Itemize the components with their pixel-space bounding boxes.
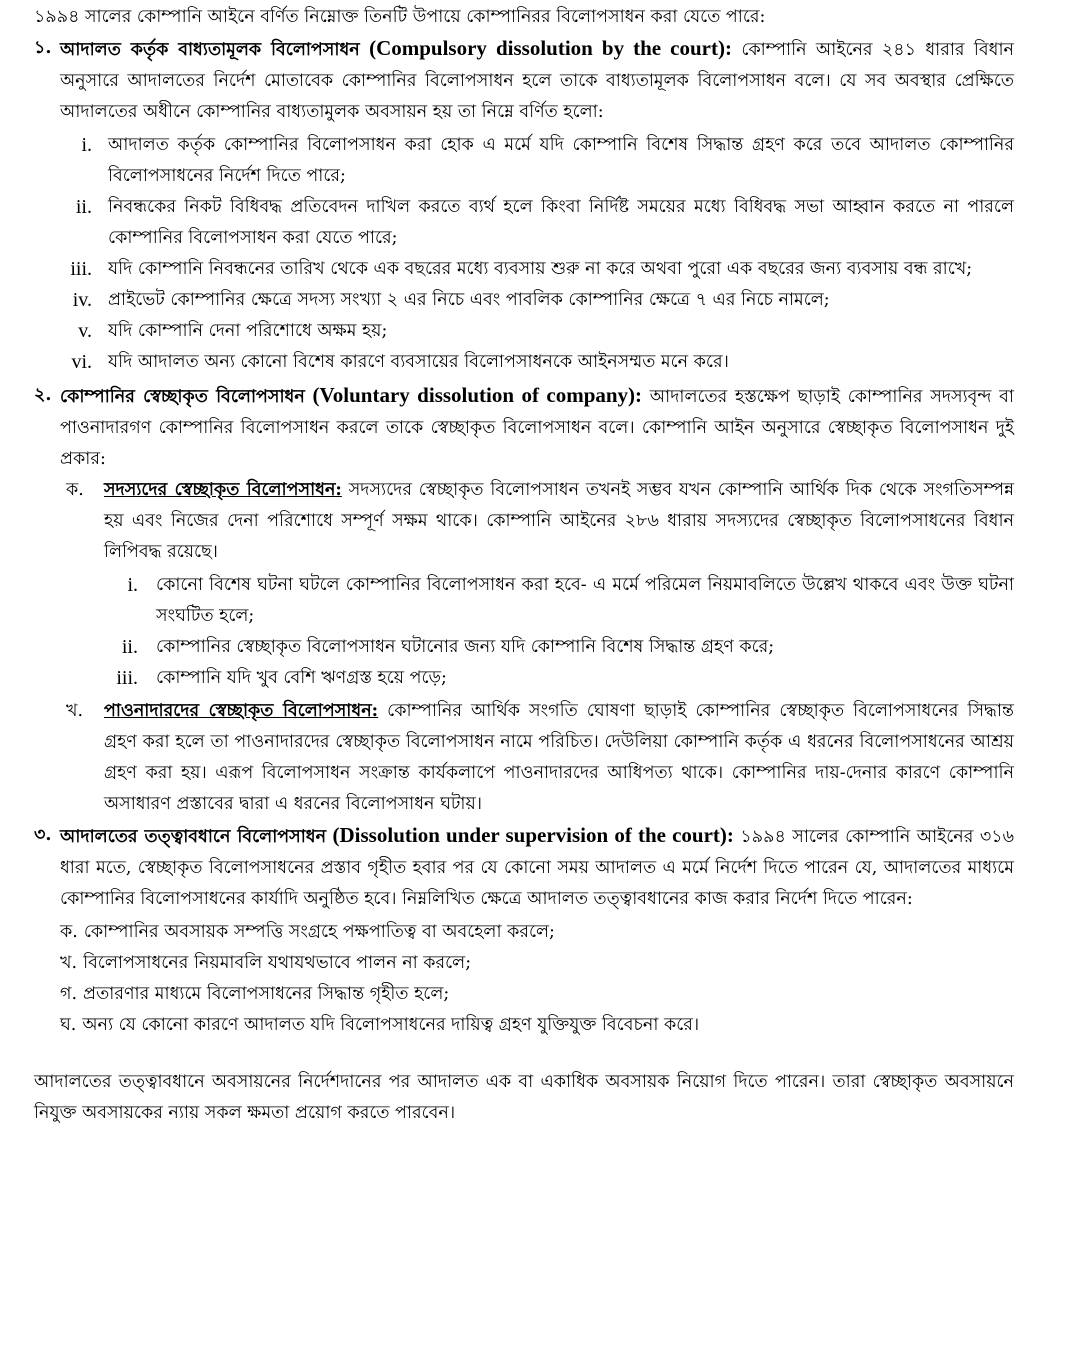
section-number: ৩. xyxy=(34,825,52,845)
list-item xyxy=(60,1010,1014,1041)
list-marker: i. xyxy=(127,574,138,596)
list-marker: ii. xyxy=(75,196,92,218)
list-item-text: অন্য যে কোনো কারণে আদালত যদি বিলোপসাধনের দায়িত্ব গ্রহণ যুক্তিযুক্ত বিবেচনা করে। xyxy=(82,1015,700,1035)
section-title-english: (Dissolution under supervision of the court): xyxy=(332,823,734,847)
section-title: আদালতের তত্ত্বাবধানে বিলোপসাধন xyxy=(60,827,327,847)
supervision-conditions-list xyxy=(60,917,1014,1041)
sub-marker: ক. xyxy=(66,480,84,500)
list-marker: iii. xyxy=(116,667,138,689)
sub-text: সদস্যদের স্বেচ্ছাকৃত বিলোপসাধন তখনই সম্ভব যখন কোম্পানি আর্থিক দিক থেকে সংগতিসম্পন্ন হয় এবং নিজের দেনা পরিশোধে সম্পূর্ণ সক্ষম থাকে। কোম্পানি আইনের ২৮৬ ধারায় সদস্যদের স্বেচ্ছাকৃত বিলোপসাধনের বিধান লিপিবদ্ধ রয়েছে। xyxy=(104,480,1014,562)
sub-heading: সদস্যদের স্বেচ্ছাকৃত বিলোপসাধন: xyxy=(104,480,342,500)
list-item-text: প্রাইভেট কোম্পানির ক্ষেত্রে সদস্য সংখ্যা ২ এর নিচে এবং পাবলিক কোম্পানির ক্ষেত্রে ৭ এর নিচে নামলে; xyxy=(108,290,830,310)
section-voluntary-dissolution xyxy=(34,380,1014,475)
section-body: আদালতের হস্তক্ষেপ ছাড়াই কোম্পানির সদস্যবৃন্দ বা পাওনাদারগণ কোম্পানির বিলোপসাধন করলে তাকে স্বেচ্ছাকৃত বিলোপসাধন বলে। কোম্পানি আইন অনুসারে স্বেচ্ছাকৃত বিলোপসাধন দুই প্রকার: xyxy=(60,387,1014,469)
list-marker: ii. xyxy=(121,636,138,658)
list-item-text: কোনো বিশেষ ঘটনা ঘটলে কোম্পানির বিলোপসাধন করা হবে- এ মর্মে পরিমেল নিয়মাবলিতে উল্লেখ থাকবে এবং উক্ত ঘটনা সংঘটিত হলে; xyxy=(156,575,1014,626)
list-item-text: বিলোপসাধনের নিয়মাবলি যথাযথভাবে পালন না করলে; xyxy=(83,953,472,973)
sub-text: কোম্পানির আর্থিক সংগতি ঘোষণা ছাড়াই কোম্পানির স্বেচ্ছাকৃত বিলোপসাধনের সিদ্ধান্ত গ্রহণ করা হলে তা পাওনাদারদের স্বেচ্ছাকৃত বিলোপসাধন নামে পরিচিত। দেউলিয়া কোম্পানি কর্তৃক এ ধরনের বিলোপসাধনের আশ্রয় গ্রহণ করা হয়। এরূপ বিলোপসাধন সংক্রান্ত কার্যকলাপে পাওনাদারদের আধিপত্য থাকে। কোম্পানির দায়-দেনার কারণে কোম্পানি অসাধারণ প্রস্তাবের দ্বারা এ ধরনের বিলোপসাধন ঘটায়। xyxy=(104,701,1014,814)
list-item xyxy=(34,254,1014,285)
intro-paragraph: ১৯৯৪ সালের কোম্পানি আইনে বর্ণিত নিম্নোক্ত তিনটি উপায়ে কোম্পানিরর বিলোপসাধন করা যেতে পারে: xyxy=(34,7,766,27)
section-paragraph xyxy=(60,380,1014,475)
list-item xyxy=(34,347,1014,378)
list-item xyxy=(34,632,1014,663)
list-item-text: যদি কোম্পানি নিবন্ধনের তারিখ থেকে এক বছরের মধ্যে ব্যবসায় শুরু না করে অথবা পুরো এক বছরের জন্য ব্যবসায় বন্ধ রাখে; xyxy=(108,259,973,279)
list-marker: ঘ. xyxy=(60,1015,77,1035)
list-item xyxy=(60,917,1014,948)
list-item-text: যদি আদালত অন্য কোনো বিশেষ কারণে ব্যবসায়ের বিলোপসাধনকে আইনসম্মত মনে করে। xyxy=(108,352,729,372)
list-marker: iv. xyxy=(72,289,92,311)
list-item xyxy=(34,570,1014,632)
members-conditions-list xyxy=(34,570,1014,694)
list-item-text: কোম্পানির অবসায়ক সম্পত্তি সংগ্রহে পক্ষপাতিত্ব বা অবহেলা করলে; xyxy=(83,922,555,942)
list-item xyxy=(34,192,1014,254)
section-compulsory-dissolution xyxy=(34,33,1014,128)
section-body: কোম্পানি আইনের ২৪১ ধারার বিধান অনুসারে আদালতের নির্দেশ মোতাবেক কোম্পানির বিলোপসাধন হলে তাকে বাধ্যতামূলক বিলোপসাধন বলে। যে সব অবস্থার প্রেক্ষিতে আদালতের অধীনে কোম্পানির বাধ্যতামুলক অবসায়ন হয় তা নিম্নে বর্ণিত হলো: xyxy=(60,40,1014,122)
members-voluntary-dissolution xyxy=(66,475,1014,568)
section-number: ১. xyxy=(34,38,52,58)
section-body: ১৯৯৪ সালের কোম্পানি আইনের ৩১৬ ধারা মতে, স্বেচ্ছাকৃত বিলোপসাধনের প্রস্তাব গৃহীত হবার পর যে কোনো সময় আদালত এ মর্মে নির্দেশ দিতে পারেন যে, আদালতের মাধ্যমে কোম্পানির বিলোপসাধনের কার্যাদি অনুষ্ঠিত হবে। নিম্নলিখিত ক্ষেত্রে আদালত তত্ত্বাবধানের কাজ করার নির্দেশ দিতে পারেন: xyxy=(60,827,1014,909)
section-paragraph xyxy=(60,820,1014,915)
creditors-voluntary-dissolution xyxy=(66,696,1014,820)
list-item xyxy=(34,316,1014,347)
list-marker: vi. xyxy=(71,351,92,373)
closing-paragraph: আদালতের তত্ত্বাবধানে অবসায়নের নির্দেশদানের পর আদালত এক বা একাধিক অবসায়ক নিয়োগ দিতে পারেন। তারা স্বেচ্ছাকৃত অবসায়নে নিযুক্ত অবসায়কের ন্যায় সকল ক্ষমতা প্রয়োগ করতে পারবেন। xyxy=(34,1072,1014,1123)
list-item-text: নিবন্ধকের নিকট বিধিবদ্ধ প্রতিবেদন দাখিল করতে ব্যর্থ হলে কিংবা নির্দিষ্ট সময়ের মধ্যে বিধিবদ্ধ সভা আহ্বান করতে না পারলে কোম্পানির বিলোপসাধন করা যেতে পারে; xyxy=(108,197,1014,248)
compulsory-conditions-list xyxy=(34,130,1014,378)
list-marker: খ. xyxy=(60,953,78,973)
list-item xyxy=(34,285,1014,316)
list-marker: iii. xyxy=(70,258,92,280)
sub-marker: খ. xyxy=(66,701,84,721)
section-title-english: (Compulsory dissolution by the court): xyxy=(369,36,732,60)
section-court-supervision xyxy=(34,820,1014,915)
list-marker: গ. xyxy=(60,984,78,1004)
section-title: আদালত কর্তৃক বাধ্যতামূলক বিলোপসাধন xyxy=(60,40,360,60)
list-item xyxy=(60,979,1014,1010)
list-item-text: কোম্পানির স্বেচ্ছাকৃত বিলোপসাধন ঘটানোর জন্য যদি কোম্পানি বিশেষ সিদ্ধান্ত গ্রহণ করে; xyxy=(156,637,775,657)
list-item-text: আদালত কর্তৃক কোম্পানির বিলোপসাধন করা হোক এ মর্মে যদি কোম্পানি বিশেষ সিদ্ধান্ত গ্রহণ করে তবে আদালত কোম্পানির বিলোপসাধনের নির্দেশ দিতে পারে; xyxy=(108,135,1014,186)
list-item xyxy=(34,663,1014,694)
section-number: ২. xyxy=(34,385,52,405)
list-item xyxy=(34,130,1014,192)
section-paragraph xyxy=(60,33,1014,128)
sub-paragraph xyxy=(104,696,1014,820)
list-marker: i. xyxy=(81,134,92,156)
list-marker: ক. xyxy=(60,922,78,942)
list-marker: v. xyxy=(78,320,92,342)
list-item-text: প্রতারণার মাধ্যমে বিলোপসাধনের সিদ্ধান্ত গৃহীত হলে; xyxy=(83,984,450,1004)
sub-paragraph xyxy=(104,475,1014,568)
sub-heading: পাওনাদারদের স্বেচ্ছাকৃত বিলোপসাধন: xyxy=(104,701,379,721)
section-title: কোম্পানির স্বেচ্ছাকৃত বিলোপসাধন xyxy=(60,387,305,407)
list-item-text: কোম্পানি যদি খুব বেশি ঋণগ্রস্ত হয়ে পড়ে; xyxy=(156,668,447,688)
list-item xyxy=(60,948,1014,979)
section-title-english: (Voluntary dissolution of company): xyxy=(312,383,643,407)
list-item-text: যদি কোম্পানি দেনা পরিশোধে অক্ষম হয়; xyxy=(108,321,388,341)
